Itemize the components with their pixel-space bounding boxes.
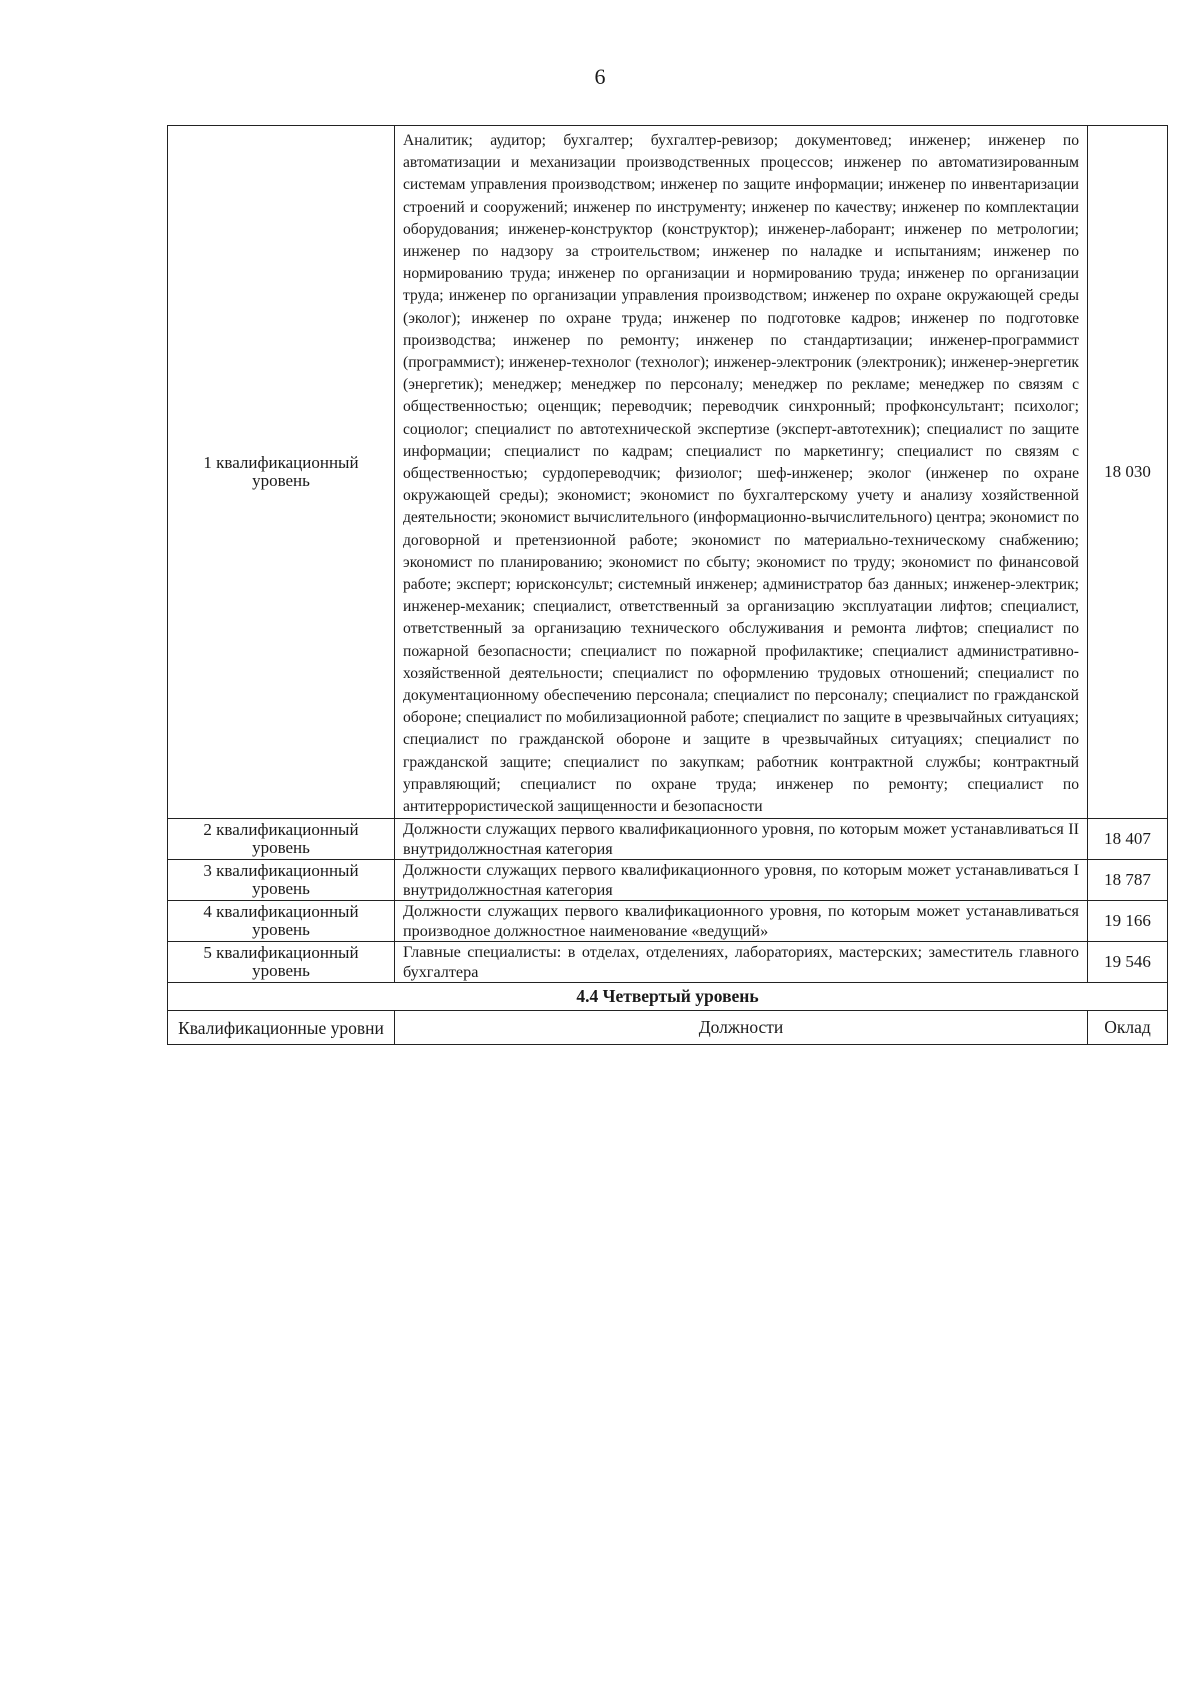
table-header-row xyxy=(168,1011,1168,1045)
positions-cell: Главные специалисты: в отделах, отделениях, лабораториях, мастерских; заместитель главного бухгалтера xyxy=(395,942,1088,983)
qualification-level-cell: 4 квалификационный уровень xyxy=(168,901,395,942)
header-qualification-levels: Квалификационные уровни xyxy=(168,1011,395,1045)
table-row xyxy=(168,901,1168,942)
salary-table xyxy=(167,125,1168,1045)
salary-cell: 19 546 xyxy=(1088,942,1168,983)
positions-cell: Должности служащих первого квалификационного уровня, по которым может устанавливаться производное должностное наименование «ведущий» xyxy=(395,901,1088,942)
positions-cell: Должности служащих первого квалификационного уровня, по которым может устанавливаться I внутридолжностная категория xyxy=(395,860,1088,901)
salary-cell: 18 407 xyxy=(1088,819,1168,860)
header-salary: Оклад xyxy=(1088,1011,1168,1045)
table-row xyxy=(168,819,1168,860)
salary-cell: 19 166 xyxy=(1088,901,1168,942)
qualification-level-cell: 5 квалификационный уровень xyxy=(168,942,395,983)
salary-cell: 18 030 xyxy=(1088,126,1168,819)
positions-cell: Должности служащих первого квалификационного уровня, по которым может устанавливаться II внутридолжностная категория xyxy=(395,819,1088,860)
table-row xyxy=(168,942,1168,983)
positions-cell: Аналитик; аудитор; бухгалтер; бухгалтер-ревизор; документовед; инженер; инженер по автоматизации и механизации производственных процессов; инженер по автоматизированным системам управления производством; инженер по защите информации; инженер по инвентаризации строений и сооружений; инженер по инструменту; инженер по качеству; инженер по комплектации оборудования; инженер-конструктор (конструктор); инженер-лаборант; инженер по метрологии; инженер по надзору за строительством; инженер по наладке и испытаниям; инженер по нормированию труда; инженер по организации и нормированию труда; инженер по организации труда; инженер по организации управления производством; инженер по охране окружающей среды (эколог); инженер по охране труда; инженер по подготовке кадров; инженер по подготовке производства; инженер по ремонту; инженер по стандартизации; инженер-программист (программист); инженер-технолог (технолог); инженер-электроник (электроник); инженер-энергетик (энергетик); менеджер; менеджер по персоналу; менеджер по рекламе; менеджер по связям с общественностью; оценщик; переводчик; переводчик синхронный; профконсультант; психолог; социолог; специалист по автотехнической экспертизе (эксперт-автотехник); специалист по защите информации; специалист по кадрам; специалист по маркетингу; специалист по связям с общественностью; сурдопереводчик; физиолог; шеф-инженер; эколог (инженер по охране окружающей среды); экономист; экономист по бухгалтерскому учету и анализу хозяйственной деятельности; экономист вычислительного (информационно-вычислительного) центра; экономист по договорной и претензионной работе; экономист по материально-техническому снабжению; экономист по планированию; экономист по сбыту; экономист по труду; экономист по финансовой работе; эксперт; юрисконсульт; системный инженер; администратор баз данных; инженер-электрик; инженер-механик; специалист, ответственный за организацию эксплуатации лифтов; специалист, ответственный за организацию технического обслуживания и ремонта лифтов; специалист по пожарной безопасности; специалист по пожарной профилактике; специалист административно-хозяйственной деятельности; специалист по оформлению трудовых отношений; специалист по документационному обеспечению персонала; специалист по персоналу; специалист по гражданской обороне; специалист по мобилизационной работе; специалист по защите в чрезвычайных ситуациях; специалист по гражданской обороне и защите в чрезвычайных ситуациях; специалист по гражданской защите; специалист по закупкам; работник контрактной службы; контрактный управляющий; специалист по охране труда; инженер по ремонту; специалист по антитеррористической защищенности и безопасности xyxy=(395,126,1088,819)
section-heading: 4.4 Четвертый уровень xyxy=(168,983,1168,1011)
salary-cell: 18 787 xyxy=(1088,860,1168,901)
page-number: 6 xyxy=(594,64,606,89)
qualification-level-cell: 3 квалификационный уровень xyxy=(168,860,395,901)
table-row xyxy=(168,860,1168,901)
qualification-level-cell: 1 квалификационный уровень xyxy=(168,126,395,819)
section-heading-row xyxy=(168,983,1168,1011)
qualification-level-cell: 2 квалификационный уровень xyxy=(168,819,395,860)
table-row xyxy=(168,126,1168,819)
header-positions: Должности xyxy=(395,1011,1088,1045)
